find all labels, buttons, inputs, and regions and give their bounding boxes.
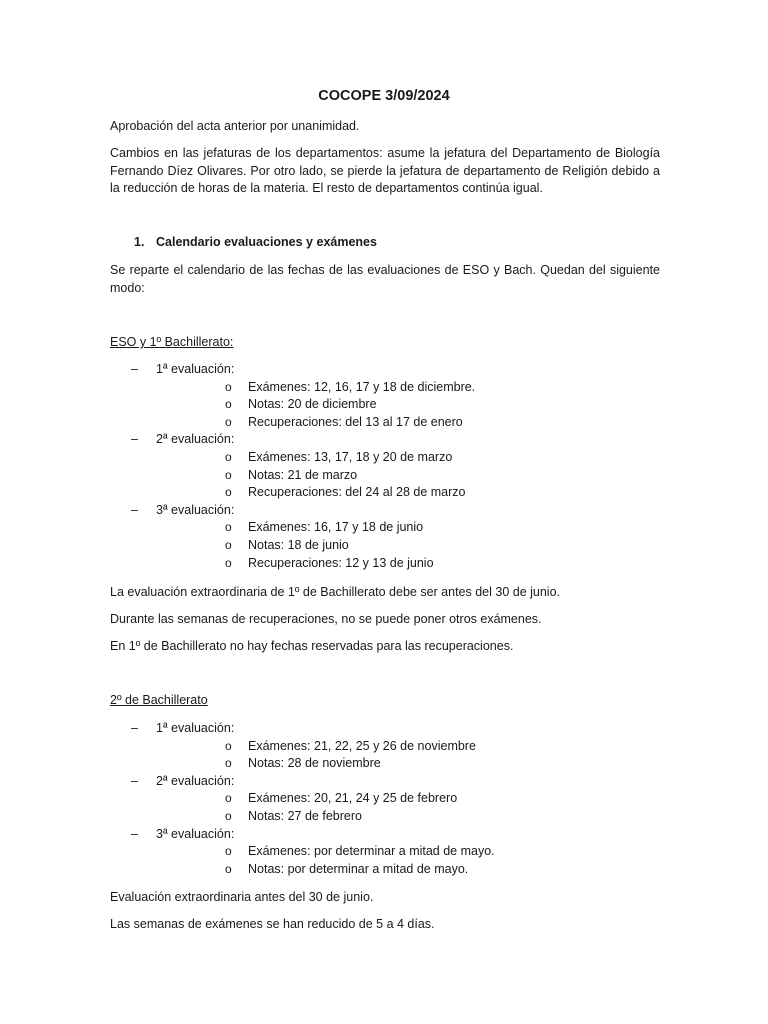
section-number: 1.	[134, 235, 145, 249]
eso-note-bachillerato: En 1º de Bachillerato no hay fechas reservadas para las recuperaciones.	[110, 639, 514, 653]
eval-label: 2ª evaluación:	[156, 432, 235, 447]
list-item: o Exámenes: 16, 17 y 18 de junio	[156, 519, 475, 537]
bach2-eval-1	[110, 720, 495, 773]
bach2-evaluation-list	[110, 720, 495, 878]
list-item: o Exámenes: 20, 21, 24 y 25 de febrero	[156, 790, 495, 808]
calendar-intro-paragraph: Se reparte el calendario de las fechas de las evaluaciones de ESO y Bach. Quedan del siguiente modo:	[110, 263, 660, 295]
list-item: o Exámenes: 13, 17, 18 y 20 de marzo	[156, 449, 475, 467]
bach2-eval-2	[110, 773, 495, 826]
eval-label: 3ª evaluación:	[156, 502, 235, 517]
list-item: o Notas: 27 de febrero	[156, 808, 495, 826]
list-item: o Recuperaciones: del 24 al 28 de marzo	[156, 484, 475, 502]
list-item: o Notas: 21 de marzo	[156, 467, 475, 485]
list-item: o Notas: por determinar a mitad de mayo.	[156, 861, 495, 879]
department-changes-paragraph: Cambios en las jefaturas de los departamentos: asume la jefatura del Departamento de Biología Fernando Díez Olivares. Por otro lado, se pierde la jefatura de departamento de Religión debido a la reducción de horas de la materia. El resto de departamentos continúa igual.	[110, 146, 660, 195]
document-title: COCOPE 3/09/2024	[318, 88, 450, 104]
list-item: o Recuperaciones: del 13 al 17 de enero	[156, 414, 475, 432]
eval-label: 1ª evaluación:	[156, 362, 235, 376]
eso-note-recuperaciones: Durante las semanas de recuperaciones, no se puede poner otros exámenes.	[110, 612, 542, 626]
list-item: o Exámenes: por determinar a mitad de mayo.	[156, 843, 495, 861]
bach2-eval-3	[110, 826, 495, 879]
eso-heading: ESO y 1º Bachillerato:	[110, 335, 234, 349]
eso-evaluation-list	[110, 361, 475, 572]
list-item: o Notas: 18 de junio	[156, 537, 475, 555]
eval-label: 1ª evaluación:	[156, 721, 235, 735]
eso-note-extraordinaria: La evaluación extraordinaria de 1º de Bachillerato debe ser antes del 30 de junio.	[110, 585, 561, 599]
eso-eval-1	[110, 361, 475, 431]
eval-label: 3ª evaluación:	[156, 826, 235, 841]
bach2-heading: 2º de Bachillerato	[110, 693, 208, 707]
approval-paragraph: Aprobación del acta anterior por unanimidad.	[110, 119, 360, 133]
bach2-note-extraordinaria: Evaluación extraordinaria antes del 30 de junio.	[110, 890, 374, 904]
list-item: o Recuperaciones: 12 y 13 de junio	[156, 555, 475, 573]
list-item: o Exámenes: 12, 16, 17 y 18 de diciembre.	[156, 379, 475, 397]
section-title: Calendario evaluaciones y exámenes	[156, 235, 377, 249]
section-1-heading	[134, 235, 377, 249]
list-item: o Exámenes: 21, 22, 25 y 26 de noviembre	[156, 738, 495, 756]
eso-eval-2	[110, 431, 475, 501]
eval-label: 2ª evaluación:	[156, 773, 235, 788]
list-item: o Notas: 20 de diciembre	[156, 396, 475, 414]
eso-eval-3	[110, 502, 475, 572]
list-item: o Notas: 28 de noviembre	[156, 755, 495, 773]
bach2-note-semanas: Las semanas de exámenes se han reducido de 5 a 4 días.	[110, 917, 435, 931]
